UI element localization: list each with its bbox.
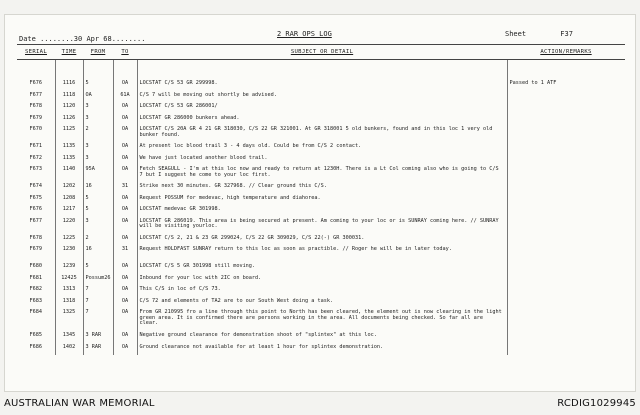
cell-time: 12425 xyxy=(55,275,83,287)
col-subject: SUBJECT OR DETAIL xyxy=(137,45,507,60)
cell-from: 7 xyxy=(83,298,113,310)
log-row xyxy=(17,286,625,298)
sheet-value: F37 xyxy=(560,30,573,38)
cell-time: 1230 xyxy=(55,246,83,263)
footer-id: RCDIG1029945 xyxy=(557,398,636,409)
cell-from: 5 xyxy=(83,206,113,218)
cell-from: OA xyxy=(83,92,113,104)
cell-serial: F682 xyxy=(29,286,42,292)
cell-from: 3 RAR xyxy=(83,332,113,344)
cell-action xyxy=(507,115,625,127)
cell-time: 1239 xyxy=(55,263,83,275)
cell-to: OA xyxy=(113,218,137,235)
log-row xyxy=(17,195,625,207)
cell-serial: F678 xyxy=(29,103,42,109)
cell-subject: Strike next 30 minutes. GR 327968. // Clear ground this C/S. xyxy=(137,183,507,195)
cell-subject: LOCSTAT GR 286019. This area is being secured at present. Am coming to your loc or is SUNRAY coming here. // SUNRAY will be visiting yourloc. xyxy=(137,218,507,235)
cell-to: 31 xyxy=(113,246,137,263)
cell-serial: F683 xyxy=(29,297,42,304)
cell-serial: F672 xyxy=(29,154,42,161)
cell-action xyxy=(507,92,625,104)
cell-action xyxy=(507,332,625,344)
cell-from: 3 RAR xyxy=(83,344,113,356)
log-row xyxy=(17,332,625,344)
col-serial: SERIAL xyxy=(17,45,55,60)
cell-to: OA xyxy=(113,126,137,143)
cell-to: OA xyxy=(113,286,137,298)
cell-to: OA xyxy=(113,195,137,207)
cell-subject: Negative ground clearance for demonstration shoot of "splintex" at this loc. xyxy=(137,332,507,344)
cell-to: OA xyxy=(113,115,137,127)
cell-to: OA xyxy=(113,344,137,356)
log-row xyxy=(17,183,625,195)
cell-action xyxy=(507,206,625,218)
col-time: TIME xyxy=(55,45,83,60)
cell-serial: F676 xyxy=(29,80,42,86)
cell-to: OA xyxy=(113,309,137,332)
col-action: ACTION/REMARKS xyxy=(507,45,625,60)
log-row xyxy=(17,103,625,115)
cell-time: 1118 xyxy=(55,92,83,104)
cell-time: 1202 xyxy=(55,183,83,195)
log-row xyxy=(17,126,625,143)
cell-from: 7 xyxy=(83,309,113,332)
cell-to: 31 xyxy=(113,183,137,195)
cell-action xyxy=(507,235,625,247)
cell-time: 1126 xyxy=(55,115,83,127)
cell-subject: C/S 7 will be moving out shortly be advised. xyxy=(137,92,507,104)
col-to: TO xyxy=(113,45,137,60)
cell-time: 1225 xyxy=(55,235,83,247)
ops-log-table xyxy=(17,44,625,355)
cell-from: 5 xyxy=(83,195,113,207)
cell-subject: This C/S in loc of C/S 73. xyxy=(137,286,507,298)
cell-from: 3 xyxy=(83,155,113,167)
cell-action xyxy=(507,344,625,356)
cell-time: 1208 xyxy=(55,195,83,207)
cell-from: 5 xyxy=(83,80,113,92)
cell-time: 1140 xyxy=(55,166,83,183)
log-header-row xyxy=(17,45,625,60)
cell-from: 7 xyxy=(83,286,113,298)
cell-from: 2 xyxy=(83,235,113,247)
cell-serial: F679 xyxy=(29,114,42,121)
cell-from: 3 xyxy=(83,218,113,235)
footer-credit: AUSTRALIAN WAR MEMORIAL xyxy=(4,398,155,409)
log-row xyxy=(17,155,625,167)
cell-time: 1135 xyxy=(55,155,83,167)
cell-subject: LOCSTAT C/S 5 GR 301998 still moving. xyxy=(137,263,507,275)
cell-from: 16 xyxy=(83,183,113,195)
cell-to: OA xyxy=(113,103,137,115)
cell-from: 16 xyxy=(83,246,113,263)
cell-from: 2 xyxy=(83,126,113,143)
log-row xyxy=(17,80,625,92)
cell-subject: From GR 210995 fro a line through this point to North has been cleared, the element out is now clearing in the light green area. It is confirmed there are persons working in the area. All documents being checked. So far all are clear. xyxy=(137,309,507,332)
cell-action xyxy=(507,143,625,155)
log-row xyxy=(17,275,625,287)
cell-serial: F671 xyxy=(29,143,42,149)
cell-subject: Fetch SEAGULL - I'm at this loc now and ready to return at 1230H. There is a Lt Col coming also who is going to C/S 7 but I suggest he come to your loc first. xyxy=(137,166,507,183)
cell-serial: F686 xyxy=(29,343,42,350)
cell-subject: Request HOLDFAST SUNRAY return to this loc as soon as practible. // Roger he will be in later today. xyxy=(137,246,507,263)
cell-action: Passed to 1 ATF xyxy=(507,80,625,92)
cell-subject: Request POSSUM for medevac, high temperature and diahorea. xyxy=(137,195,507,207)
cell-serial: F673 xyxy=(29,166,42,172)
cell-action xyxy=(507,263,625,275)
cell-serial: F676 xyxy=(29,206,42,212)
log-row xyxy=(17,235,625,247)
log-sheet xyxy=(4,14,636,392)
log-row xyxy=(17,143,625,155)
cell-action xyxy=(507,183,625,195)
col-from: FROM xyxy=(83,45,113,60)
cell-subject: Inbound for your loc with 2IC on board. xyxy=(137,275,507,287)
log-row xyxy=(17,115,625,127)
cell-serial: F677 xyxy=(29,91,42,98)
log-row xyxy=(17,92,625,104)
cell-from: 3 xyxy=(83,143,113,155)
cell-time: 1220 xyxy=(55,218,83,235)
cell-time: 1217 xyxy=(55,206,83,218)
cell-to: OA xyxy=(113,332,137,344)
cell-to: OA xyxy=(113,155,137,167)
cell-action xyxy=(507,155,625,167)
cell-to: OA xyxy=(113,298,137,310)
cell-action xyxy=(507,126,625,143)
date-field xyxy=(19,35,145,43)
cell-subject: At present loc blood trail 3 - 4 days old. Could be from C/S 2 contact. xyxy=(137,143,507,155)
cell-to: OA xyxy=(113,80,137,92)
cell-time: 1116 xyxy=(55,80,83,92)
log-row xyxy=(17,263,625,275)
cell-to: OA xyxy=(113,263,137,275)
cell-to: OA xyxy=(113,206,137,218)
log-row xyxy=(17,206,625,218)
log-row xyxy=(17,218,625,235)
cell-action xyxy=(507,103,625,115)
date-value: 30 Apr 68 xyxy=(73,35,112,43)
cell-serial: F677 xyxy=(29,217,42,224)
cell-serial: F679 xyxy=(29,246,42,252)
cell-subject: C/S 72 and elements of TA2 are to our South West doing a task. xyxy=(137,298,507,310)
cell-time: 1125 xyxy=(55,126,83,143)
cell-time: 1325 xyxy=(55,309,83,332)
sheet-field xyxy=(505,30,573,38)
cell-serial: F678 xyxy=(29,234,42,241)
date-trail: ........ xyxy=(111,35,146,43)
cell-serial: F685 xyxy=(29,332,42,338)
cell-from: 3 xyxy=(83,115,113,127)
cell-serial: F670 xyxy=(29,126,42,132)
cell-action xyxy=(507,195,625,207)
cell-time: 1402 xyxy=(55,344,83,356)
cell-action xyxy=(507,166,625,183)
cell-subject: LOCSTAT C/S 2, 21 & 23 GR 299024, C/S 22 GR 309029, C/S 22(-) GR 300031. xyxy=(137,235,507,247)
cell-to: OA xyxy=(113,275,137,287)
cell-time: 1135 xyxy=(55,143,83,155)
date-label: Date ........ xyxy=(19,35,74,43)
cell-subject: LOCSTAT C/S 20A GR 4 21 GR 318030, C/S 22 GR 321001. At GR 318001 5 old bunkers, found and in this loc 1 very old bunker found. xyxy=(137,126,507,143)
cell-serial: F681 xyxy=(29,274,42,281)
cell-to: OA xyxy=(113,166,137,183)
log-row xyxy=(17,309,625,332)
cell-from: 3 xyxy=(83,103,113,115)
cell-action xyxy=(507,298,625,310)
cell-subject: LOCSTAT GR 286000 bunkers ahead. xyxy=(137,115,507,127)
cell-time: 1345 xyxy=(55,332,83,344)
cell-to: OA xyxy=(113,235,137,247)
cell-action xyxy=(507,218,625,235)
log-row xyxy=(17,166,625,183)
cell-subject: LOCSTAT C/S 53 GR 299998. xyxy=(137,80,507,92)
cell-action xyxy=(507,246,625,263)
cell-to: 61A xyxy=(113,92,137,104)
cell-from: 5 xyxy=(83,263,113,275)
cell-subject: Ground clearance not available for at least 1 hour for splintex demonstration. xyxy=(137,344,507,356)
log-row xyxy=(17,246,625,263)
cell-serial: F675 xyxy=(29,194,42,201)
cell-from: Possum26 xyxy=(83,275,113,287)
cell-time: 1318 xyxy=(55,298,83,310)
log-body xyxy=(17,60,625,356)
cell-time: 1313 xyxy=(55,286,83,298)
cell-from: 95A xyxy=(83,166,113,183)
cell-subject: LOCSTAT medevac GR 301998. xyxy=(137,206,507,218)
cell-time: 1120 xyxy=(55,103,83,115)
log-row xyxy=(17,298,625,310)
cell-serial: F674 xyxy=(29,183,42,189)
cell-action xyxy=(507,275,625,287)
cell-action xyxy=(507,309,625,332)
sheet-label: Sheet xyxy=(505,30,527,38)
cell-to: OA xyxy=(113,143,137,155)
cell-subject: We have just located another blood trail. xyxy=(137,155,507,167)
cell-serial: F680 xyxy=(29,263,42,269)
cell-action xyxy=(507,286,625,298)
cell-subject: LOCSTAT C/S 53 GR 286001/ xyxy=(137,103,507,115)
log-title: 2 RAR OPS LOG xyxy=(277,30,332,38)
cell-serial: F684 xyxy=(29,309,42,315)
log-row xyxy=(17,344,625,356)
spacer-row xyxy=(17,60,625,81)
